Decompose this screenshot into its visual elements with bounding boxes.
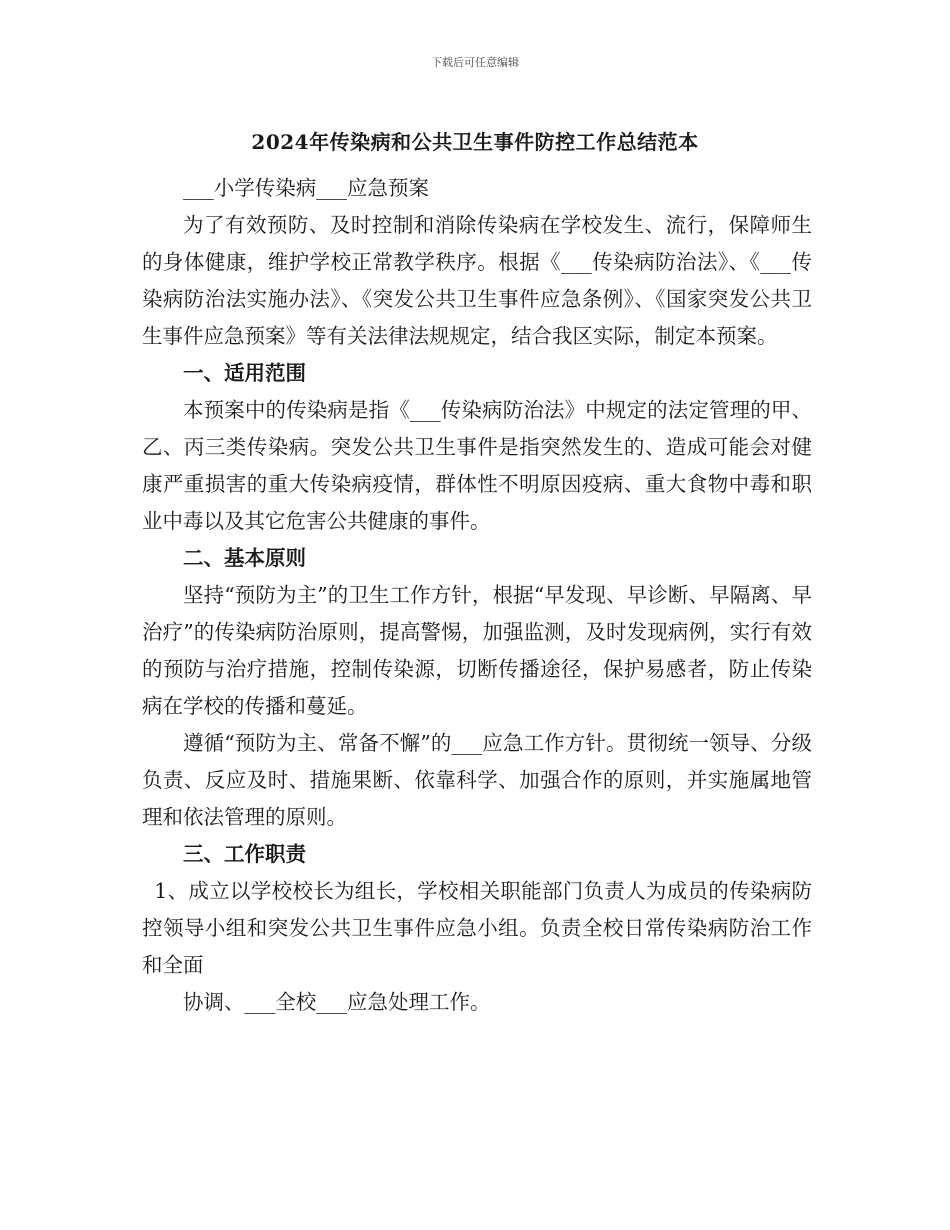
document-body [142,170,812,1021]
paragraph-scope: 本预案中的传染病是指《___传染病防治法》中规定的法定管理的甲、乙、丙三类传染病。突发公共卫生事件是指突然发生的、造成可能会对健康严重损害的重大传染病疫情，群体性不明原因疫病、重大食物中毒和职业中毒以及其它危害公共健康的事件。 [142,398,812,533]
paragraph-principles-1: 坚持“预防为主”的卫生工作方针，根据“早发现、早诊断、早隔离、早治疗”的传染病防治原则，提高警惕，加强监测，及时发现病例，实行有效的预防与治疗措施，控制传染源，切断传播途径，保护易感者，防止传染病在学校的传播和蔓延。 [142,583,812,718]
section-heading-scope: 一、适用范围 [183,361,306,385]
paragraph-purpose: 为了有效预防、及时控制和消除传染病在学校发生、流行，保障师生的身体健康，维护学校正常教学秩序。根据《___传染病防治法》、《___传染病防治法实施办法》、《突发公共卫生事件应急条例》、《国家突发公共卫生事件应急预案》等有关法律法规规定，结合我区实际，制定本预案。 [142,213,812,348]
section-heading-duties: 三、工作职责 [183,842,306,866]
section-heading-principles: 二、基本原则 [183,546,306,570]
plan-subtitle: ___小学传染病___应急预案 [183,176,429,200]
paragraph-duties-1: 1、成立以学校校长为组长，学校相关职能部门负责人为成员的传染病防控领导小组和突发公共卫生事件应急小组。负责全校日常传染病防治工作和全面 [142,879,812,977]
document-title: 2024年传染病和公共卫生事件防控工作总结范本 [251,130,699,154]
paragraph-duties-1-cont: 协调、___全校___应急处理工作。 [183,990,491,1014]
paragraph-principles-2: 遵循“预防为主、常备不懈”的___应急工作方针。贯彻统一领导、分级负责、反应及时、措施果断、依靠科学、加强合作的原则，并实施属地管理和依法管理的原则。 [142,731,812,829]
header-note: 下载后可任意编辑 [431,56,519,69]
